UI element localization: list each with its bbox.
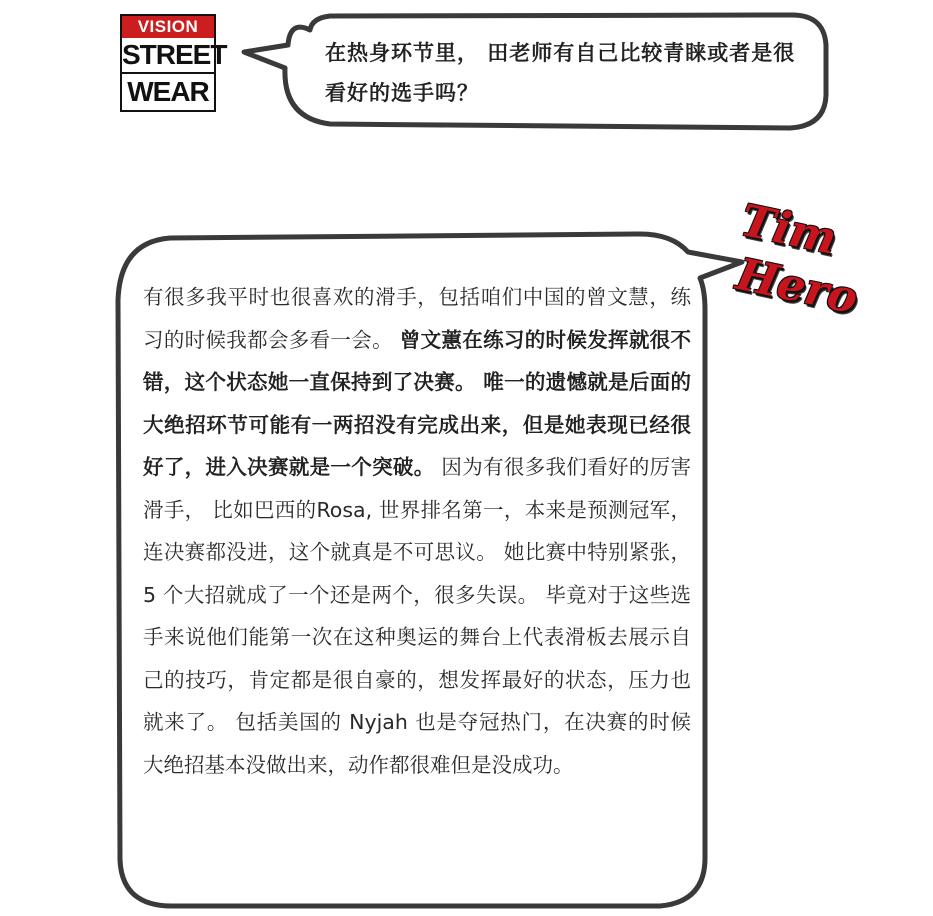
answer-part-1: 有很多我平时也很喜欢的滑手，包括咱们中国的曾文慧，练习的时候我都会多看一会。 (143, 285, 691, 352)
signature-line-hero: Hero (731, 248, 863, 325)
logo-line-street: STREET (122, 39, 227, 70)
question-text: 在热身环节里， 田老师有自己比较青睐或者是很看好的选手吗？ (325, 41, 796, 105)
signature-line-tim: Tim (736, 195, 841, 265)
logo-line-vision: VISION (122, 16, 214, 38)
answer-bold-highlight: 曾文蕙在练习的时候发挥就很不错，这个状态她一直保持到了决赛。 唯一的遗憾就是后面的大绝招环节可能有一两招没有完成出来，但是她表现已经很好了，进入决赛就是一个突破。 (143, 327, 692, 479)
answer-part-2: 因为有很多我们看好的厉害滑手， 比如巴西的Rosa, 世界排名第一，本来是预测冠军，连决赛都没进，这个就真是不可思议。 她比赛中特别紧张，5 个大招就成了一个还是两个，很多失误。 毕竟对于这些选手来说他们能第一次在这种奥运的舞台上代表滑板去展示自己的技巧，肯定都是很自豪的，想发挥最好的状态，压力也就来了。 包括美国的 Nyjah 也是夺冠热门，在决赛的时候大绝招基本没做出来，动作都很难但是没成功。 (143, 455, 692, 777)
logo-line-wear: WEAR (122, 72, 214, 110)
tim-hero-signature (731, 195, 863, 335)
answer-text (143, 276, 691, 786)
vision-street-wear-logo (120, 14, 227, 112)
